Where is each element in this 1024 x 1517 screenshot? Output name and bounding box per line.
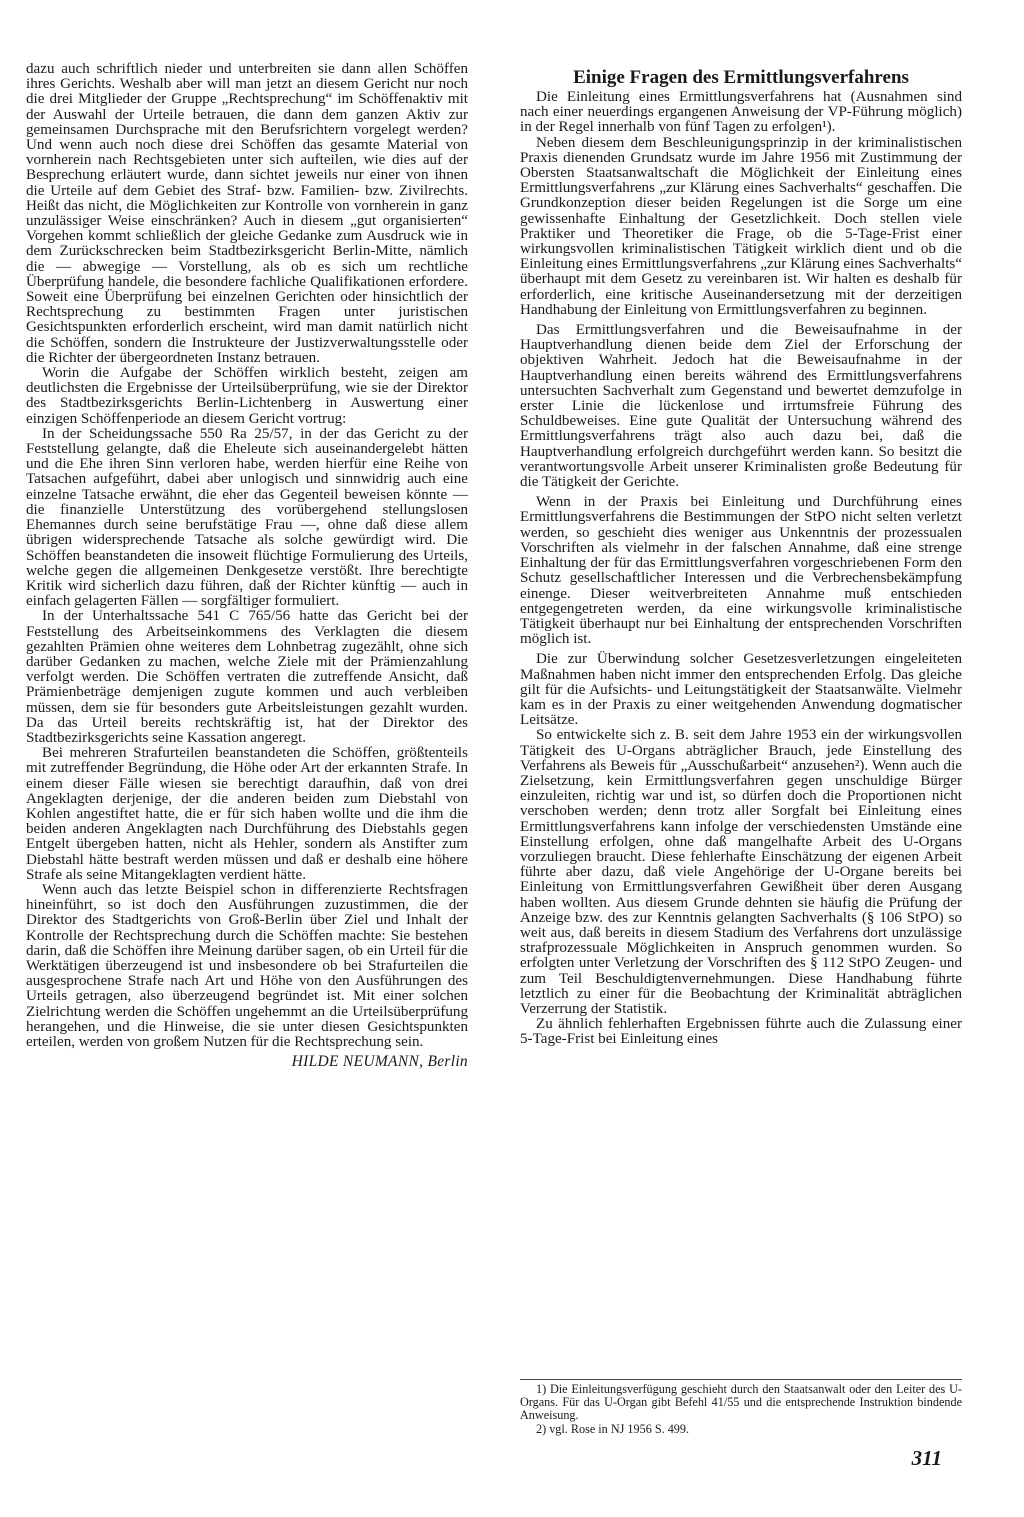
page-number: 311 bbox=[911, 1446, 942, 1470]
footnotes bbox=[520, 1379, 962, 1436]
author-signature: HILDE NEUMANN, Berlin bbox=[291, 1053, 468, 1071]
paragraph: Das Ermittlungsverfahren und die Beweisaufnahme in der Hauptverhandlung dienen beide dem Ziel der Erforschung der objektiven Wahrheit. Jedoch hat die Beweisaufnahme in der Hauptverhandlung einen bereits während des Ermittlungsverfahrens untersuchten Sachverhalt zum Gegenstand und bewertet demzufolge in erster Linie die lückenlose und irrtumsfreie Führung des Schuldbeweises. Eine gute Qualität der Untersuchung während des Ermittlungsverfahrens trägt also auch dazu bei, daß die Hauptverhandlung erfolgreich durchgeführt werden kann. So besitzt die verantwortungsvolle Arbeit unserer Kriminalisten große Bedeutung für die Tätigkeit der Gerichte. bbox=[520, 322, 962, 491]
paragraph: Zu ähnlich fehlerhaften Ergebnissen führte auch die Zulassung einer 5-Tage-Frist bei Einleitung eines bbox=[520, 1016, 962, 1048]
paragraph: In der Unterhaltssache 541 C 765/56 hatte das Gericht bei der Feststellung des Arbeitseinkommens des Verklagten die diesem gezahlten Prämien ohne weiteres dem Lohnbetrag zugezählt, ohne sich darüber Gedanken zu machen, welche Ziele mit der Prämienzahlung verfolgt werden. Die Schöffen vertraten die zutreffende Ansicht, daß Prämienbeträge demjenigen zugute kommen und auch verbleiben müssen, dem sie für besonders gute Arbeitsleistungen gezahlt wurden. Da das Urteil bereits rechtskräftig ist, hat der Direktor des Stadtbezirksgerichts seine Kassation angeregt. bbox=[26, 608, 468, 746]
paragraph: In der Scheidungssache 550 Ra 25/57, in der das Gericht zu der Feststellung gelangte, daß die Eheleute sich auseinandergelebt hätten und die Ehe ihren Sinn verloren habe, werden hierfür eine Reihe von Tatsachen aufgeführt, dabei aber unlogisch und sinnwidrig auch eine einzelne Tatsache erwähnt, die eher das Gegenteil beweisen könnte — die finanzielle Unterstützung des vorübergehend stellungslosen Ehemannes durch seine berufstätige Frau —, ohne daß diese allem übrigen widersprechende Tatsache als solche gewürdigt wird. Die Schöffen beanstandeten die insoweit flüchtige Formulierung des Urteils, welche gegen die allgemeinen Denkgesetze verstößt. Ihre berechtigte Kritik wird sicherlich dazu führen, daß der Richter künftig — auch in einfach gelagerten Fällen — sorgfältiger formuliert. bbox=[26, 425, 468, 610]
paragraph: Worin die Aufgabe der Schöffen wirklich besteht, zeigen am deutlichsten die Ergebnisse der Urteilsüberprüfung, wie sie der Direktor des Stadtbezirksgerichts Berlin-Lichtenberg in Auswertung einer einzigen Schöffenperiode an diesem Gericht vortrug: bbox=[26, 365, 468, 427]
footnote: 1) Die Einleitungsverfügung geschieht durch den Staatsanwalt oder den Leiter des U-Organs. Für das U-Organ gibt Befehl 41/55 und die entsprechende Instruktion bindende Anweisung. bbox=[520, 1382, 962, 1423]
paragraph: Wenn in der Praxis bei Einleitung und Durchführung eines Ermittlungsverfahrens die Bestimmungen der StPO nicht selten verletzt werden, so geschieht dies weniger aus Unkenntnis der prozessualen Vorschriften als vielmehr in der falschen Annahme, daß eine strenge Einhaltung der für das Ermittlungsverfahren vorgeschriebenen Form den Schutz gesellschaftlicher Interessen und die Verbrechensbekämpfung einenge. Dieser weitverbreiteten Annahme muß entschieden entgegengetreten werden, da eine wirkungsvolle kriminalistische Tätigkeit überhaupt nur bei Einhaltung der entsprechenden Vorschriften möglich ist. bbox=[520, 494, 962, 648]
left-column bbox=[26, 62, 468, 1069]
paragraph: Wenn auch das letzte Beispiel schon in differenzierte Rechtsfragen hineinführt, so ist doch den Ausführungen zuzustimmen, die der Direktor des Stadtgerichts von Groß-Berlin über Ziel und Inhalt der Kontrolle der Rechtsprechung durch die Schöffen machte: Sie bestehen darin, daß die Schöffen ihre Meinung darüber sagen, ob ein Urteil für die Werktätigen überzeugend ist und insbesondere ob bei Strafurteilen die ausgesprochene Strafe nach Art und Höhe von den Ausführungen des Urteils getragen, also überzeugend begründet ist. Mit einer solchen Zielrichtung werden die Schöffen ungehemmt an die Urteilsüberprüfung herangehen, und die Hinweise, die sie unter diesen Gesichtspunkten erteilen, werden von großem Nutzen für die Rechtsprechung sein. bbox=[26, 881, 468, 1050]
paragraph: Bei mehreren Strafurteilen beanstandeten die Schöffen, größtenteils mit zutreffender Begründung, die Höhe oder Art der erkannten Strafe. In einem dieser Fälle wiesen sie berechtigt daraufhin, daß von drei Angeklagten derjenige, der die anderen beiden zum Diebstahl von Kohlen angestiftet hatte, die er für sich haben wollte und die ihm die beiden anderen Angeklagten nach Durchführung des Diebstahls gegen Entgelt übergeben hatten, nicht als Hehler, sondern als Anstifter zum Diebstahl hätte bestraft werden müssen und daß er deshalb eine höhere Strafe als seine Mitangeklagten verdient hätte. bbox=[26, 745, 468, 883]
paragraph: dazu auch schriftlich nieder und unterbreiten sie dann allen Schöffen ihres Gerichts. Weshalb aber will man jetzt an diesem Gericht nur noch die drei Mitglieder der Gruppe „Rechtsprechung“ im Schöffenaktiv mit der Auswahl der Urteile betrauen, die dann dem ganzen Aktiv zur gemeinsamen Durchsprache mit den Berufsrichtern vorgelegt werden? Und wenn auch noch diese drei Schöffen das gesamte Material von vornherein nach Rechtsgebieten unter sich aufteilen, wie dies auf der Besprechung erläutert wurde, dann sichtet jeweils nur einer von ihnen die Urteile auf dem Gebiet des Straf- bzw. Familien- bzw. Zivilrechts. Heißt das nicht, die Möglichkeiten zur Kontrolle von vornherein in ganz unzulässiger Weise einschränken? Auch in diesem „gut organisierten“ Vorgehen kommt schließlich der gleiche Gedanke zum Ausdruck wie in dem Zurückschrecken beim Stadtbezirksgericht Berlin-Mitte, nämlich die — abwegige — Vorstellung, als ob es sich um rechtliche Überprüfung handele, die besondere fachliche Qualifikationen erfordere. Soweit eine Überprüfung bei einzelnen Gerichten oder hinsichtlich der Rechtsprechung zu bestimmten Fragen unter juristischen Gesichtspunkten erforderlich erscheint, wird man damit natürlich nicht die Schöffen, sondern die Instrukteure der Justizverwaltungsstelle oder die Richter der übergeordneten Instanz betrauen. bbox=[26, 61, 468, 366]
article-title: Einige Fragen des Ermittlungsverfahrens bbox=[573, 67, 909, 88]
paragraph: Die Einleitung eines Ermittlungsverfahrens hat (Ausnahmen sind nach einer neuerdings ergangenen Anweisung der VP-Führung möglich) in der Regel innerhalb von fünf Tagen zu erfolgen¹). bbox=[520, 89, 962, 136]
paragraph: Neben diesem dem Beschleunigungsprinzip in der kriminalistischen Praxis dienenden Grundsatz wurde im Jahre 1956 mit Zustimmung der Obersten Staatsanwaltschaft die Möglichkeit der Einleitung eines Ermittlungsverfahrens „zur Klärung eines Sachverhalts“ geschaffen. Die Grundkonzeption dieser beiden Regelungen ist die Sorge um eine gewissenhafte Einhaltung der Gesetzlichkeit. Doch stellen viele Praktiker und Theoretiker die Frage, ob die 5-Tage-Frist einer wirkungsvollen kriminalistischen Tätigkeit wirklich dient und ob die Einleitung eines Ermittlungsverfahrens „zur Klärung eines Sachverhalts“ überhaupt mit dem Gesetz zu vereinbaren ist. Wir halten es deshalb für erforderlich, eine kritische Auseinandersetzung mit der derzeitigen Handhabung der Einleitung von Ermittlungsverfahren zu beginnen. bbox=[520, 134, 962, 318]
footnote: 2) vgl. Rose in NJ 1956 S. 499. bbox=[536, 1421, 690, 1436]
paragraph: Die zur Überwindung solcher Gesetzesverletzungen eingeleiteten Maßnahmen haben nicht immer den entsprechenden Erfolg. Das gleiche gilt für die Aufsichts- und Leitungstätigkeit der Staatsanwälte. Vielmehr kam es in der Praxis zu einer weitgehenden Anwendung dogmatischer Leitsätze. bbox=[520, 651, 962, 729]
right-column bbox=[520, 67, 962, 1048]
paragraph: So entwickelte sich z. B. seit dem Jahre 1953 ein der wirkungsvollen Tätigkeit des U-Organs abträglicher Brauch, jede Einstellung des Verfahrens als Beweis für „Ausschußarbeit“ anzusehen²). Wenn auch die Zielsetzung, kein Ermittlungsverfahren gegen unschuldige Bürger einzuleiten, richtig war und ist, so dürfen doch die Proportionen nicht verschoben werden; denn trotz aller Sorgfalt bei Einleitung eines Ermittlungsverfahrens kann infolge der verschiedensten Umstände eine Einstellung erfolgen, ohne daß mangelhafte Arbeit des U-Organs vorzuliegen braucht. Diese fehlerhafte Einschätzung der eigenen Arbeit führte aber dazu, daß viele Angehörige der U-Organe bereits bei Einleitung von Ermittlungsverfahren Gewißheit über deren Ausgang haben wollten. Aus diesem Grunde dehnten sie häufig die Prüfung der Anzeige bzw. des zur Kenntnis gelangten Sachverhalts (§ 106 StPO) so weit aus, daß bereits in diesem Stadium des Verfahrens dort unzulässige strafprozessuale Möglichkeiten in Anspruch genommen wurden. So erfolgten unter Verletzung der Vorschriften des § 112 StPO Zeugen- und zum Teil Beschuldigtenvernehmungen. Diese Handhabung führte letztlich zu einer für die Beobachtung der Kriminalität abträglichen Verzerrung der Statistik. bbox=[520, 727, 962, 1017]
